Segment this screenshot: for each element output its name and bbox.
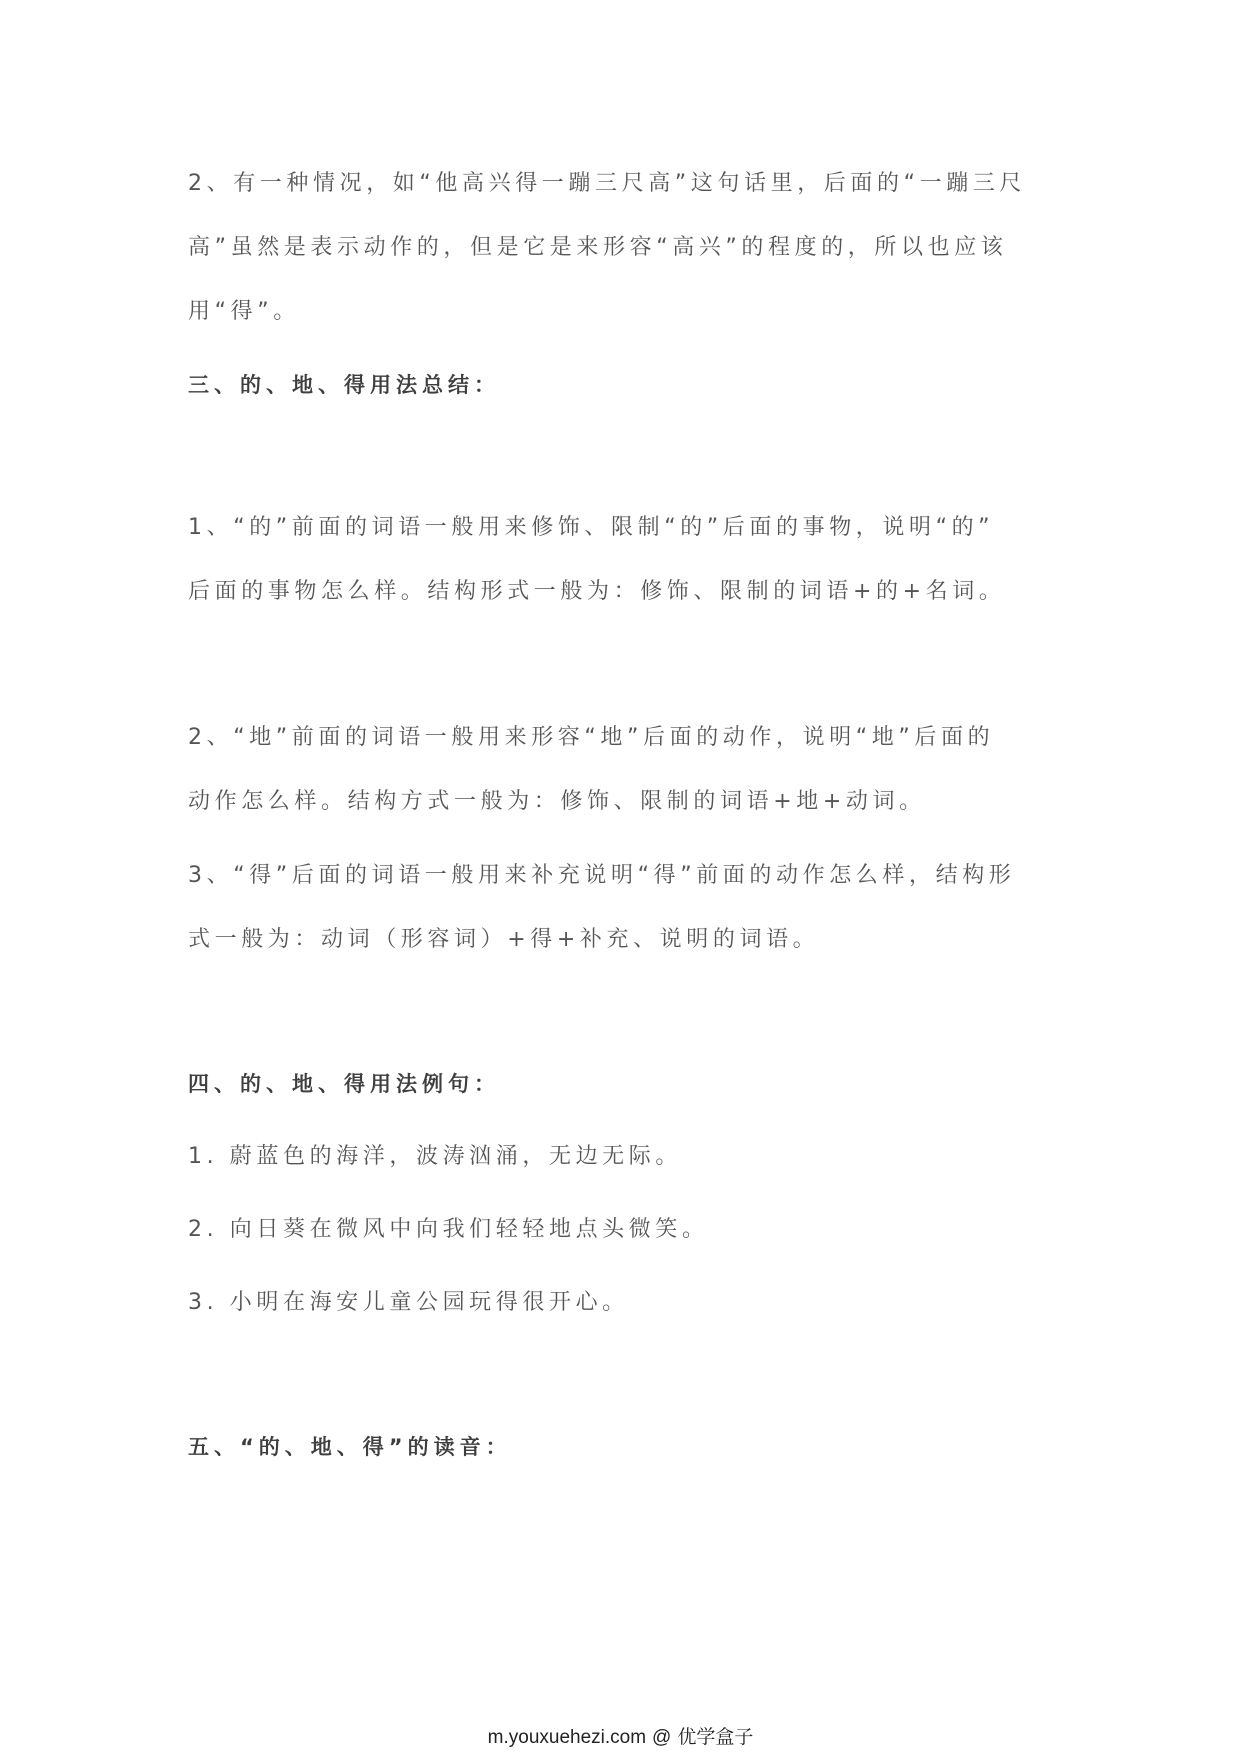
paragraph-line: 后面的事物怎么样。结构形式一般为：修饰、限制的词语+的+名词。 bbox=[188, 579, 1006, 604]
footer-at-sign: @ bbox=[652, 1727, 672, 1748]
paragraph-line: 1、“的”前面的词语一般用来修饰、限制“的”后面的事物，说明“的” bbox=[188, 515, 995, 540]
example-sentence: 3. 小明在海安儿童公园玩得很开心。 bbox=[188, 1290, 629, 1315]
paragraph-line: 动作怎么样。结构方式一般为：修饰、限制的词语+地+动词。 bbox=[188, 789, 926, 814]
footer-site-link[interactable]: m.youxuehezi.com bbox=[487, 1727, 647, 1748]
paragraph-line: 用“得”。 bbox=[188, 299, 300, 324]
paragraph-line: 式一般为：动词（形容词）+得+补充、说明的词语。 bbox=[188, 927, 820, 952]
page-footer bbox=[0, 1722, 1241, 1749]
footer-brand: 优学盒子 bbox=[677, 1727, 754, 1748]
paragraph-line: 3、“得”后面的词语一般用来补充说明“得”前面的动作怎么样，结构形 bbox=[188, 863, 1016, 888]
example-sentence: 2. 向日葵在微风中向我们轻轻地点头微笑。 bbox=[188, 1217, 709, 1242]
section-heading-examples: 四、的、地、得用法例句： bbox=[188, 1072, 500, 1096]
section-heading-pronunciation: 五、“的、地、得”的读音： bbox=[188, 1435, 512, 1459]
section-heading-summary: 三、的、地、得用法总结： bbox=[188, 373, 500, 397]
paragraph-line: 2、“地”前面的词语一般用来形容“地”后面的动作，说明“地”后面的 bbox=[188, 725, 995, 750]
paragraph-line: 高”虽然是表示动作的，但是它是来形容“高兴”的程度的，所以也应该 bbox=[188, 235, 1008, 260]
paragraph-line: 2、有一种情况，如“他高兴得一蹦三尺高”这句话里，后面的“一蹦三尺 bbox=[188, 171, 1026, 196]
example-sentence: 1. 蔚蓝色的海洋，波涛汹涌，无边无际。 bbox=[188, 1144, 682, 1169]
